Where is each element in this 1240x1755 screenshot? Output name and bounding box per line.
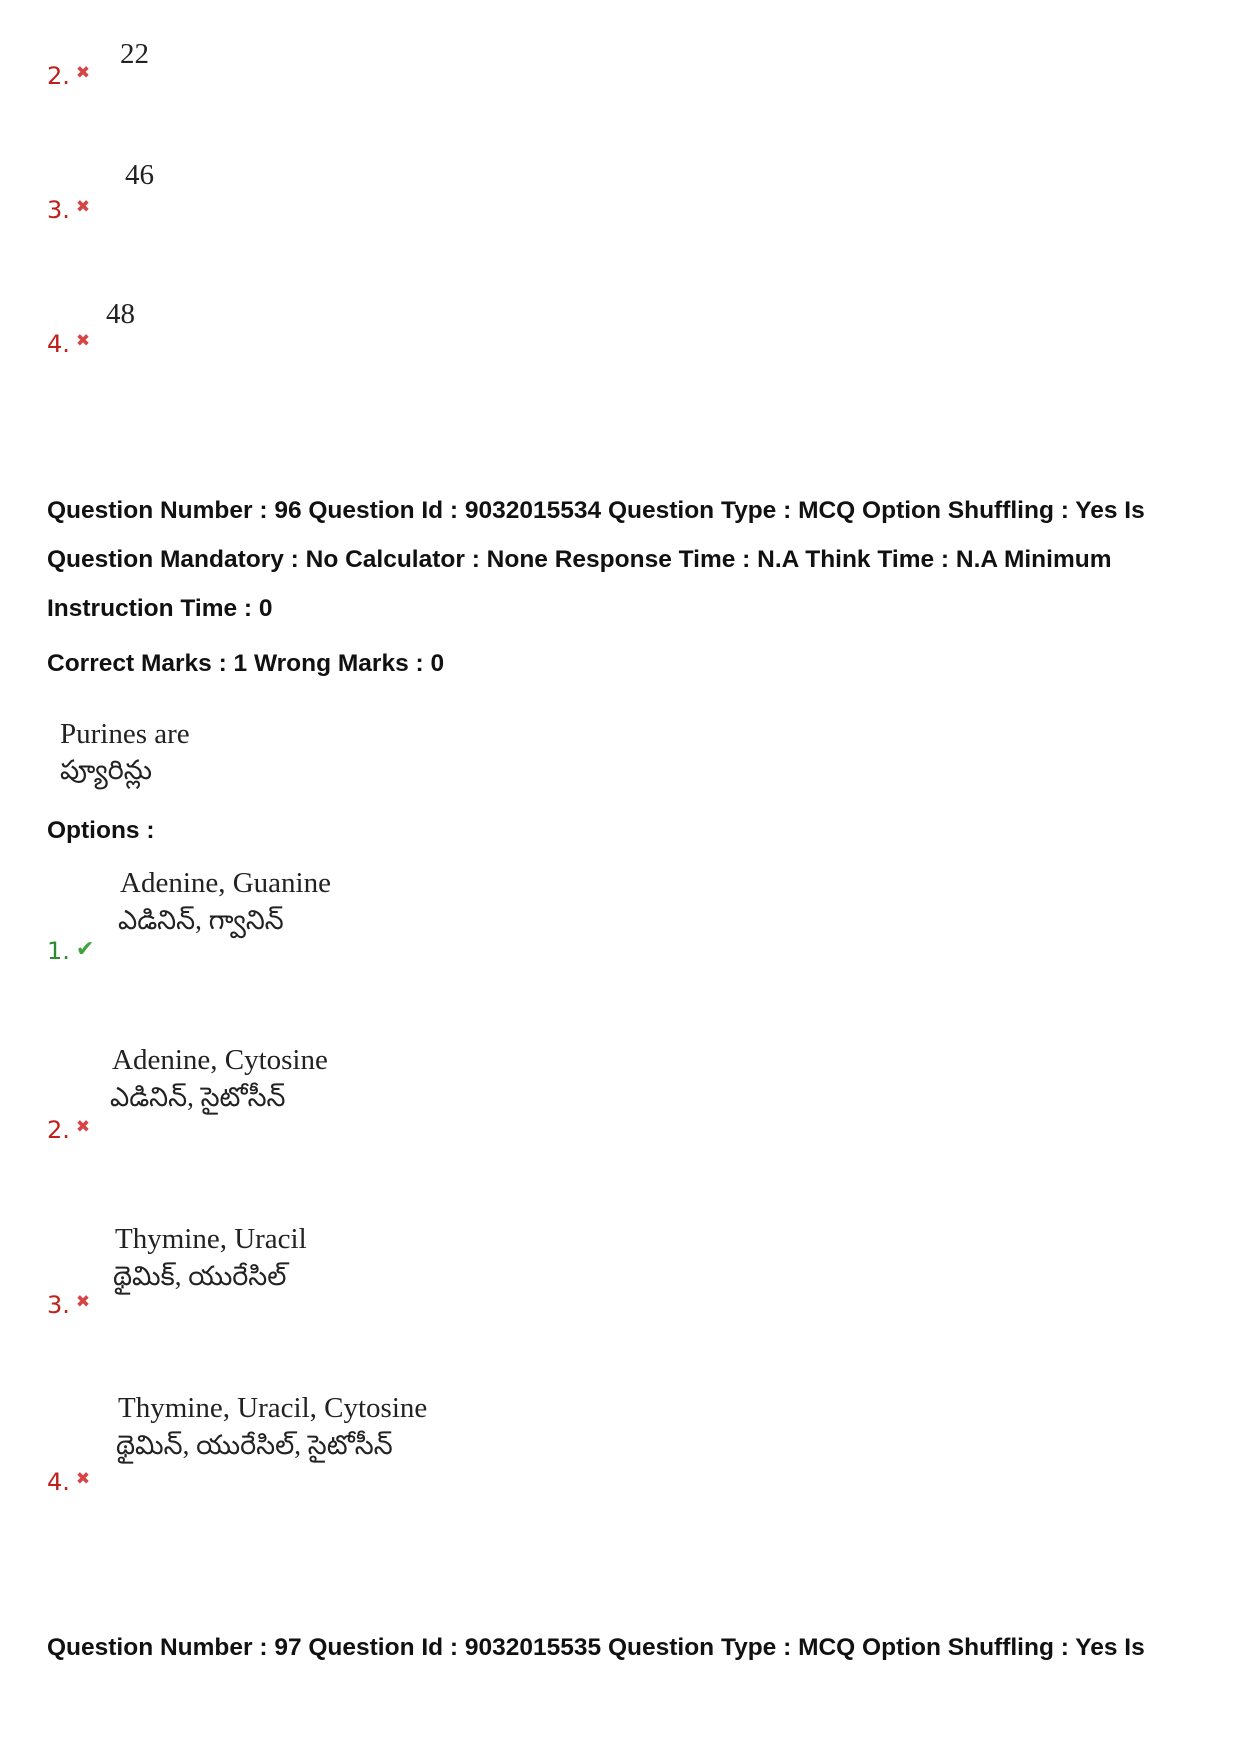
- prev-option-3-text: 46: [125, 159, 154, 191]
- option-2-text-en: Adenine, Cytosine: [112, 1044, 328, 1076]
- option-number: 1.: [47, 937, 70, 965]
- option-4: [47, 1468, 90, 1496]
- option-3-text-en: Thymine, Uracil: [115, 1223, 307, 1255]
- prev-option-2: [47, 62, 90, 90]
- option-3-text-te: థైమిక్, యురేసిల్: [113, 1261, 287, 1291]
- cross-mark-icon: ✖: [75, 1117, 91, 1137]
- option-number: 2.: [47, 1116, 70, 1144]
- cross-mark-icon: ✖: [75, 197, 91, 217]
- option-number: 3.: [47, 1291, 70, 1319]
- cross-mark-icon: ✖: [75, 331, 91, 351]
- option-number: 4.: [47, 1468, 70, 1496]
- option-number: 4.: [47, 330, 70, 358]
- question-meta-line-2: Question Mandatory : No Calculator : None Response Time : N.A Think Time : N.A Minimum: [47, 546, 1112, 573]
- option-number: 3.: [47, 196, 70, 224]
- cross-mark-icon: ✖: [75, 1469, 91, 1489]
- option-2-text-te: ఎడినిన్, సైటోసీన్: [110, 1082, 286, 1112]
- option-1-text-te: ఎడినిన్, గ్వానిన్: [118, 905, 284, 935]
- prev-option-2-text: 22: [120, 38, 149, 70]
- option-2: [47, 1116, 90, 1144]
- prev-option-4-text: 48: [106, 298, 135, 330]
- cross-mark-icon: ✖: [75, 63, 91, 83]
- option-number: 2.: [47, 62, 70, 90]
- prev-option-3: [47, 196, 90, 224]
- question-text-en: Purines are: [60, 718, 190, 750]
- option-1: [47, 937, 94, 965]
- cross-mark-icon: ✖: [75, 1292, 91, 1312]
- question-meta-line-3: Instruction Time : 0: [47, 595, 273, 622]
- question-marks: Correct Marks : 1 Wrong Marks : 0: [47, 650, 445, 677]
- options-label: Options :: [47, 817, 155, 844]
- prev-option-4: [47, 330, 90, 358]
- option-3: [47, 1291, 90, 1319]
- question-text-te: ప్యూరిన్లు: [60, 755, 153, 785]
- check-mark-icon: ✔: [75, 937, 95, 962]
- question-meta-line-1: Question Number : 96 Question Id : 9032015534 Question Type : MCQ Option Shuffling : Yes Is: [47, 497, 1145, 524]
- option-1-text-en: Adenine, Guanine: [120, 867, 331, 899]
- option-4-text-te: థైమిన్, యురేసిల్, సైటోసీన్: [116, 1430, 393, 1460]
- option-4-text-en: Thymine, Uracil, Cytosine: [118, 1392, 428, 1424]
- next-question-meta-line-1: Question Number : 97 Question Id : 9032015535 Question Type : MCQ Option Shuffling : Yes Is: [47, 1634, 1145, 1661]
